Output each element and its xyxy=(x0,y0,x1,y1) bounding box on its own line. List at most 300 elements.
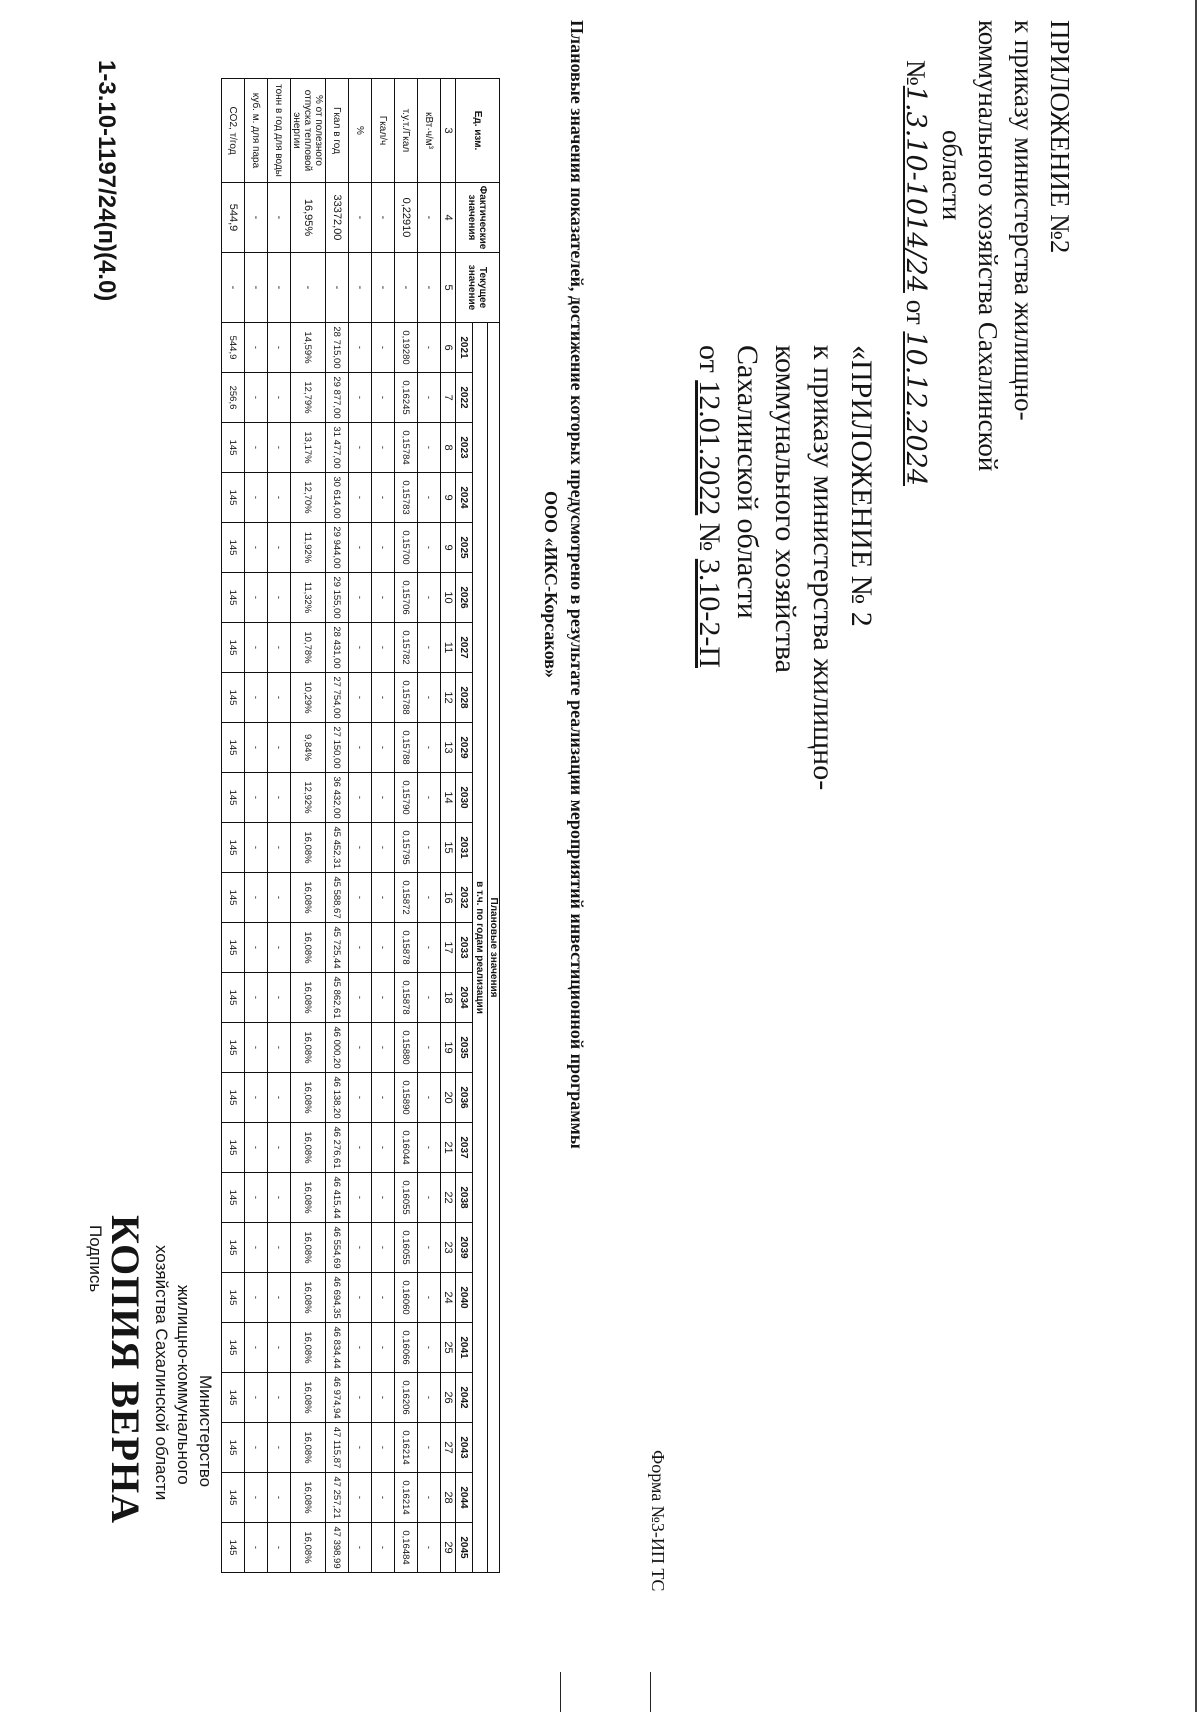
year-header: 2039 xyxy=(456,1223,473,1273)
appendix-title: ПРИЛОЖЕНИЕ №2 xyxy=(1045,20,1075,254)
value-cell: 145 xyxy=(222,1323,245,1373)
value-cell: 0,16066 xyxy=(395,1323,418,1373)
column-number: 29 xyxy=(441,1523,456,1573)
value-cell: - xyxy=(268,573,291,623)
value-cell: 16,08% xyxy=(291,1173,326,1223)
value-cell: 0,15795 xyxy=(395,823,418,873)
value-cell: 145 xyxy=(222,1123,245,1173)
quote-line-3: коммунального хозяйства xyxy=(769,345,802,673)
value-cell: 145 xyxy=(222,873,245,923)
value-cell: - xyxy=(418,1023,441,1073)
fact-cell: 544,9 xyxy=(222,183,245,253)
value-cell: - xyxy=(372,423,395,473)
column-number: 14 xyxy=(441,773,456,823)
value-cell: 0,15783 xyxy=(395,473,418,523)
value-cell: - xyxy=(349,373,372,423)
year-header: 2025 xyxy=(456,523,473,573)
column-number: 8 xyxy=(441,423,456,473)
year-header: 2022 xyxy=(456,373,473,423)
fact-cell: - xyxy=(245,183,268,253)
value-cell: 16,08% xyxy=(291,1223,326,1273)
column-number: 4 xyxy=(441,183,456,253)
year-header: 2029 xyxy=(456,723,473,773)
value-cell: - xyxy=(349,1123,372,1173)
value-cell: 0,19280 xyxy=(395,323,418,373)
value-cell: - xyxy=(268,1123,291,1173)
value-cell: - xyxy=(245,1023,268,1073)
scan-line xyxy=(1195,0,1197,1712)
current-cell: - xyxy=(349,253,372,323)
value-cell: 16,08% xyxy=(291,1073,326,1123)
value-cell: 12,92% xyxy=(291,773,326,823)
current-cell: - xyxy=(418,253,441,323)
value-cell: - xyxy=(372,973,395,1023)
value-cell: 14,59% xyxy=(291,323,326,373)
value-cell: 145 xyxy=(222,1023,245,1073)
current-cell: - xyxy=(372,253,395,323)
value-cell: - xyxy=(245,723,268,773)
quote-number: 3.10-2-П xyxy=(693,558,726,668)
value-cell: 29 944,00 xyxy=(326,523,349,573)
column-number: 9 xyxy=(441,473,456,523)
value-cell: - xyxy=(245,873,268,923)
value-cell: 46 138,20 xyxy=(326,1073,349,1123)
value-cell: 16,08% xyxy=(291,1323,326,1373)
value-cell: - xyxy=(245,1173,268,1223)
value-cell: - xyxy=(418,1073,441,1123)
value-cell: 145 xyxy=(222,1223,245,1273)
table-row xyxy=(291,79,326,1573)
value-cell: - xyxy=(418,723,441,773)
value-cell: - xyxy=(372,523,395,573)
form-label: Форма №3-ИП ТС xyxy=(648,1450,668,1592)
year-header: 2026 xyxy=(456,573,473,623)
table-title xyxy=(538,20,590,1149)
value-cell: - xyxy=(245,1223,268,1273)
year-header: 2035 xyxy=(456,1023,473,1073)
value-cell: 16,08% xyxy=(291,1473,326,1523)
value-cell: - xyxy=(372,1473,395,1523)
unit-cell: т.у.т./Гкал xyxy=(395,79,418,183)
quote-date: 12.01.2022 xyxy=(693,380,726,516)
value-cell: - xyxy=(349,1173,372,1223)
value-cell: - xyxy=(418,373,441,423)
value-cell: 145 xyxy=(222,1273,245,1323)
value-cell: - xyxy=(245,973,268,1023)
year-header: 2036 xyxy=(456,1073,473,1123)
quote-line-4: Сахалинской области xyxy=(731,345,764,619)
stamp-ministry: Министерство xyxy=(196,1375,215,1488)
appendix-header xyxy=(897,20,1078,486)
value-cell: - xyxy=(268,623,291,673)
value-cell: - xyxy=(372,1323,395,1373)
value-cell: 46 415,44 xyxy=(326,1173,349,1223)
value-cell: - xyxy=(349,473,372,523)
value-cell: 16,08% xyxy=(291,1123,326,1173)
value-cell: 10,78% xyxy=(291,623,326,673)
unit-cell: Гкал в год xyxy=(326,79,349,183)
value-cell: - xyxy=(418,873,441,923)
value-cell: - xyxy=(349,873,372,923)
value-cell: - xyxy=(418,573,441,623)
value-cell: 145 xyxy=(222,1523,245,1573)
value-cell: 0,15788 xyxy=(395,673,418,723)
value-cell: 145 xyxy=(222,473,245,523)
fact-cell: - xyxy=(418,183,441,253)
unit-cell: кВт·ч/м³ xyxy=(418,79,441,183)
value-cell: - xyxy=(372,323,395,373)
column-number: 25 xyxy=(441,1323,456,1373)
column-number: 10 xyxy=(441,573,456,623)
column-number: 24 xyxy=(441,1273,456,1323)
value-cell: 28 715,00 xyxy=(326,323,349,373)
value-cell: - xyxy=(372,873,395,923)
value-cell: 16,08% xyxy=(291,823,326,873)
current-cell: - xyxy=(326,253,349,323)
value-cell: 145 xyxy=(222,1473,245,1523)
value-cell: 27 150,00 xyxy=(326,723,349,773)
value-cell: 29 877,00 xyxy=(326,373,349,423)
year-header: 2040 xyxy=(456,1273,473,1323)
table-row xyxy=(245,79,268,1573)
value-cell: 47 257,21 xyxy=(326,1473,349,1523)
quote-date-prefix: от xyxy=(693,345,726,373)
value-cell: 145 xyxy=(222,1423,245,1473)
unit-cell: CO2, т/год xyxy=(222,79,245,183)
scan-line-bottom xyxy=(560,1672,561,1712)
value-cell: 16,08% xyxy=(291,973,326,1023)
current-cell: - xyxy=(245,253,268,323)
date-prefix: от xyxy=(901,299,931,325)
value-cell: - xyxy=(245,673,268,723)
value-cell: - xyxy=(418,823,441,873)
value-cell: - xyxy=(245,423,268,473)
value-cell: - xyxy=(418,1423,441,1473)
value-cell: - xyxy=(372,823,395,873)
fact-cell: 33372,00 xyxy=(326,183,349,253)
table-row xyxy=(349,79,372,1573)
unit-cell: Гкал/ч xyxy=(372,79,395,183)
value-cell: 16,08% xyxy=(291,1523,326,1573)
value-cell: - xyxy=(268,673,291,723)
value-cell: - xyxy=(418,773,441,823)
appendix-line-4: области xyxy=(937,130,967,221)
column-number: 17 xyxy=(441,923,456,973)
value-cell: - xyxy=(268,973,291,1023)
value-cell: 46 554,69 xyxy=(326,1223,349,1273)
value-cell: 145 xyxy=(222,523,245,573)
value-cell: - xyxy=(418,1173,441,1223)
value-cell: - xyxy=(349,673,372,723)
appendix-line-2: к приказу министерства жилищно- xyxy=(1009,20,1039,421)
value-cell: - xyxy=(349,523,372,573)
current-cell: - xyxy=(268,253,291,323)
value-cell: 47 398,99 xyxy=(326,1523,349,1573)
value-cell: 45 588,67 xyxy=(326,873,349,923)
value-cell: - xyxy=(245,1123,268,1173)
value-cell: - xyxy=(245,373,268,423)
value-cell: 0,15706 xyxy=(395,573,418,623)
value-cell: - xyxy=(372,1223,395,1273)
value-cell: 544,9 xyxy=(222,323,245,373)
value-cell: - xyxy=(349,923,372,973)
value-cell: 47 115,87 xyxy=(326,1423,349,1473)
value-cell: - xyxy=(245,773,268,823)
fact-cell: - xyxy=(349,183,372,253)
value-cell: - xyxy=(245,923,268,973)
value-cell: - xyxy=(268,1423,291,1473)
value-cell: - xyxy=(268,923,291,973)
column-number: 9 xyxy=(441,523,456,573)
value-cell: - xyxy=(349,1273,372,1323)
value-cell: - xyxy=(268,873,291,923)
column-number: 19 xyxy=(441,1023,456,1073)
appendix-number-line xyxy=(897,20,934,486)
value-cell: 0,15872 xyxy=(395,873,418,923)
year-header: 2031 xyxy=(456,823,473,873)
value-cell: 46 974,94 xyxy=(326,1373,349,1423)
value-cell: - xyxy=(418,923,441,973)
table-row xyxy=(326,79,349,1573)
value-cell: 45 862,61 xyxy=(326,973,349,1023)
year-header: 2027 xyxy=(456,623,473,673)
value-cell: - xyxy=(268,1173,291,1223)
year-header: 2024 xyxy=(456,473,473,523)
value-cell: - xyxy=(268,1073,291,1123)
certified-copy-stamp xyxy=(86,1215,215,1685)
value-cell: 45 452,31 xyxy=(326,823,349,873)
value-cell: - xyxy=(372,723,395,773)
value-cell: 46 694,35 xyxy=(326,1273,349,1323)
value-cell: 12,70% xyxy=(291,473,326,523)
year-header: 2033 xyxy=(456,923,473,973)
table-row xyxy=(222,79,245,1573)
header-by-years: в т.ч. по годам реализации xyxy=(473,323,488,1573)
column-number: 18 xyxy=(441,973,456,1023)
year-header: 2032 xyxy=(456,873,473,923)
value-cell: - xyxy=(268,473,291,523)
year-header: 2042 xyxy=(456,1373,473,1423)
value-cell: 145 xyxy=(222,573,245,623)
table-row xyxy=(372,79,395,1573)
value-cell: 0,15790 xyxy=(395,773,418,823)
year-header: 2038 xyxy=(456,1173,473,1223)
column-number: 3 xyxy=(441,79,456,183)
header-row xyxy=(488,79,500,1573)
unit-cell: % от полезного отпуска тепловой энергии xyxy=(291,79,326,183)
value-cell: - xyxy=(245,1073,268,1123)
value-cell: - xyxy=(349,1473,372,1523)
value-cell: - xyxy=(372,1373,395,1423)
value-cell: - xyxy=(418,323,441,373)
value-cell: - xyxy=(245,1273,268,1323)
scan-line-bottom-2 xyxy=(650,1672,651,1712)
value-cell: 27 754,00 xyxy=(326,673,349,723)
data-table xyxy=(221,78,500,1573)
column-number: 13 xyxy=(441,723,456,773)
year-header: 2021 xyxy=(456,323,473,373)
value-cell: - xyxy=(372,473,395,523)
value-cell: - xyxy=(349,1023,372,1073)
value-cell: - xyxy=(245,1523,268,1573)
value-cell: - xyxy=(372,773,395,823)
value-cell: - xyxy=(245,1373,268,1423)
value-cell: 0,15788 xyxy=(395,723,418,773)
column-number: 28 xyxy=(441,1473,456,1523)
fact-cell: 16,95% xyxy=(291,183,326,253)
value-cell: - xyxy=(418,1273,441,1323)
value-cell: 0,16214 xyxy=(395,1423,418,1473)
value-cell: - xyxy=(372,1073,395,1123)
value-cell: 16,08% xyxy=(291,1423,326,1473)
value-cell: - xyxy=(268,1273,291,1323)
value-cell: 145 xyxy=(222,723,245,773)
value-cell: - xyxy=(418,1123,441,1173)
value-cell: 256,6 xyxy=(222,373,245,423)
value-cell: 145 xyxy=(222,823,245,873)
column-number: 16 xyxy=(441,873,456,923)
value-cell: - xyxy=(268,373,291,423)
value-cell: - xyxy=(372,1273,395,1323)
value-cell: - xyxy=(349,423,372,473)
handwritten-date: 10.12.2024 xyxy=(900,331,931,486)
value-cell: - xyxy=(372,373,395,423)
stamp-copy-verified: КОПИЯ ВЕРНА xyxy=(103,1215,148,1525)
value-cell: - xyxy=(349,723,372,773)
value-cell: - xyxy=(418,473,441,523)
value-cell: - xyxy=(268,323,291,373)
quote-line-2: к приказу министерства жилищно- xyxy=(807,345,840,791)
year-header: 2034 xyxy=(456,973,473,1023)
value-cell: 16,08% xyxy=(291,873,326,923)
value-cell: - xyxy=(349,1223,372,1273)
column-number: 12 xyxy=(441,673,456,723)
value-cell: - xyxy=(372,1173,395,1223)
year-header: 2028 xyxy=(456,673,473,723)
value-cell: - xyxy=(349,573,372,623)
header-fact: Фактические значения xyxy=(456,183,500,253)
value-cell: - xyxy=(372,1523,395,1573)
value-cell: 12,79% xyxy=(291,373,326,423)
value-cell: - xyxy=(245,823,268,873)
value-cell: 145 xyxy=(222,623,245,673)
quote-number-prefix: № xyxy=(693,522,726,552)
value-cell: - xyxy=(268,723,291,773)
unit-cell: куб. м. для пара xyxy=(245,79,268,183)
stamp-signature-label: Подпись xyxy=(86,1225,105,1293)
value-cell: - xyxy=(268,423,291,473)
value-cell: - xyxy=(349,1523,372,1573)
stamp-line-3: хозяйства Сахалинской области xyxy=(152,1245,171,1501)
handwritten-number: 1.3.10-1014/24 xyxy=(900,85,931,293)
value-cell: - xyxy=(268,523,291,573)
column-number: 7 xyxy=(441,373,456,423)
value-cell: - xyxy=(418,1523,441,1573)
current-cell: - xyxy=(291,253,326,323)
value-cell: - xyxy=(268,1323,291,1373)
value-cell: - xyxy=(349,973,372,1023)
value-cell: 0,16044 xyxy=(395,1123,418,1173)
column-number: 15 xyxy=(441,823,456,873)
column-number: 21 xyxy=(441,1123,456,1173)
value-cell: 10,29% xyxy=(291,673,326,723)
value-cell: 45 725,44 xyxy=(326,923,349,973)
value-cell: 0,15878 xyxy=(395,923,418,973)
value-cell: 0,16245 xyxy=(395,373,418,423)
value-cell: - xyxy=(245,523,268,573)
value-cell: 145 xyxy=(222,973,245,1023)
year-header: 2030 xyxy=(456,773,473,823)
value-cell: - xyxy=(245,1473,268,1523)
indicators-table xyxy=(221,78,500,1708)
value-cell: - xyxy=(418,1373,441,1423)
value-cell: 145 xyxy=(222,1173,245,1223)
value-cell: - xyxy=(418,1323,441,1373)
unit-cell: тонн в год для воды xyxy=(268,79,291,183)
value-cell: - xyxy=(418,1223,441,1273)
value-cell: 145 xyxy=(222,773,245,823)
value-cell: 11,32% xyxy=(291,573,326,623)
value-cell: - xyxy=(268,1473,291,1523)
title-line-2: ООО «ИКС-Корсаков» xyxy=(541,490,561,678)
table-row xyxy=(395,79,418,1573)
value-cell: - xyxy=(245,623,268,673)
value-cell: - xyxy=(372,923,395,973)
value-cell: 145 xyxy=(222,1373,245,1423)
value-cell: - xyxy=(349,1373,372,1423)
value-cell: 145 xyxy=(222,423,245,473)
header-planned: Плановые значения xyxy=(488,323,500,1573)
value-cell: 145 xyxy=(222,1073,245,1123)
value-cell: - xyxy=(245,323,268,373)
value-cell: - xyxy=(372,573,395,623)
value-cell: 13,17% xyxy=(291,423,326,473)
column-number: 23 xyxy=(441,1223,456,1273)
quote-date-line xyxy=(690,345,728,790)
value-cell: - xyxy=(418,623,441,673)
column-number: 22 xyxy=(441,1173,456,1223)
value-cell: - xyxy=(245,573,268,623)
stamp-line-2: жилищно-коммунального xyxy=(174,1285,193,1485)
value-cell: 0,15700 xyxy=(395,523,418,573)
value-cell: 28 431,00 xyxy=(326,623,349,673)
value-cell: - xyxy=(268,1223,291,1273)
column-number: 5 xyxy=(441,253,456,323)
value-cell: - xyxy=(418,523,441,573)
unit-cell: % xyxy=(349,79,372,183)
value-cell: - xyxy=(418,423,441,473)
value-cell: 0,16060 xyxy=(395,1273,418,1323)
value-cell: - xyxy=(349,323,372,373)
value-cell: 16,08% xyxy=(291,923,326,973)
current-cell: - xyxy=(222,253,245,323)
value-cell: 16,08% xyxy=(291,1373,326,1423)
value-cell: 0,15784 xyxy=(395,423,418,473)
title-line-1: Плановые значения показателей, достижение которых предусмотрено в результате реализации мероприятий инвестиционной программы xyxy=(567,20,587,1149)
column-number: 26 xyxy=(441,1373,456,1423)
value-cell: - xyxy=(245,1323,268,1373)
current-cell: - xyxy=(395,253,418,323)
value-cell: 0,16055 xyxy=(395,1223,418,1273)
value-cell: - xyxy=(349,1323,372,1373)
fact-cell: - xyxy=(268,183,291,253)
value-cell: - xyxy=(372,623,395,673)
value-cell: - xyxy=(349,1423,372,1473)
value-cell: 36 432,00 xyxy=(326,773,349,823)
value-cell: 145 xyxy=(222,673,245,723)
value-cell: 46 834,44 xyxy=(326,1323,349,1373)
value-cell: 16,08% xyxy=(291,1273,326,1323)
